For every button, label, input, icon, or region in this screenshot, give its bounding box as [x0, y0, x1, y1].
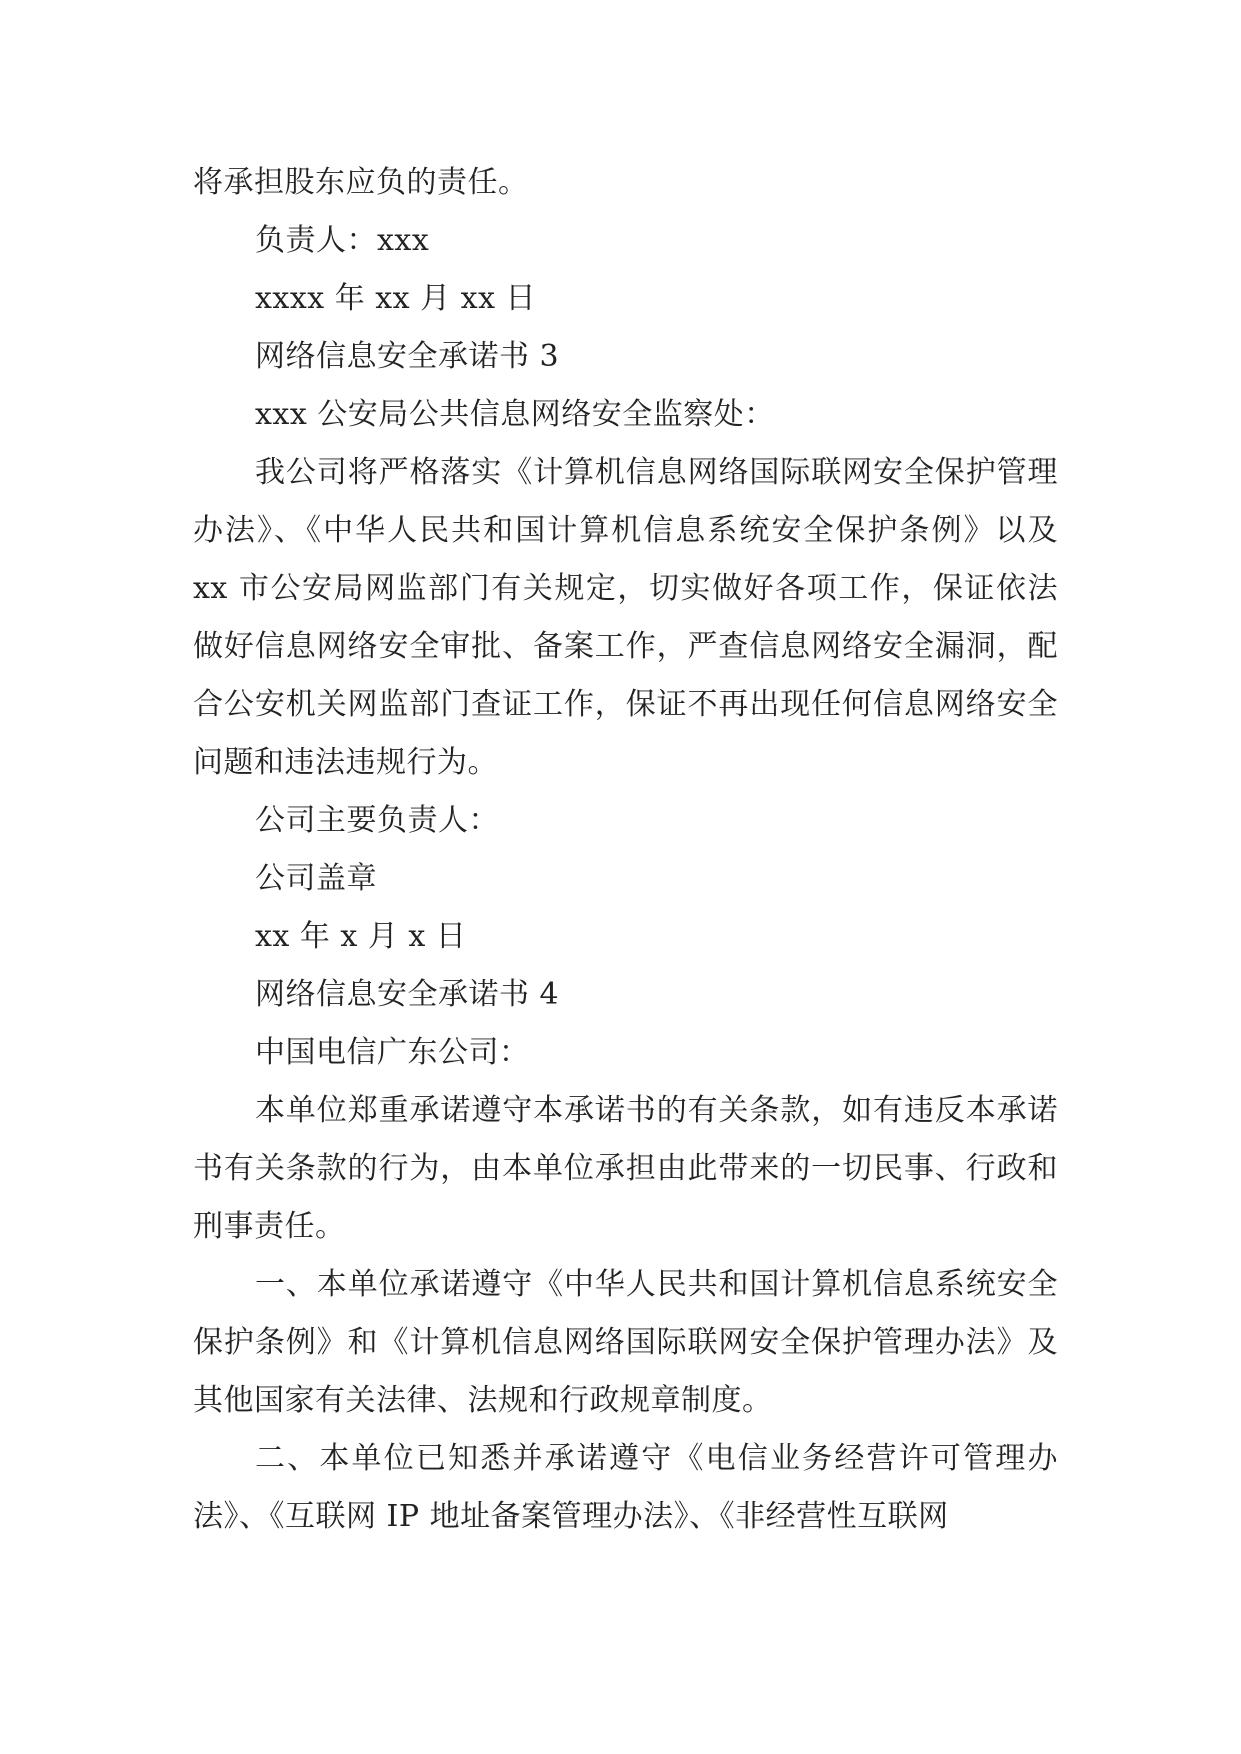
section-title-3: 网络信息安全承诺书 3: [255, 339, 560, 374]
company-seal-line: 公司盖章: [255, 861, 377, 896]
section-title-4: 网络信息安全承诺书 4: [255, 977, 560, 1012]
salutation-police: xxx 公安局公共信息网络安全监察处：: [255, 397, 775, 432]
company-head-line: 公司主要负责人：: [255, 803, 499, 838]
commitment-paragraph: 我公司将严格落实《计算机信息网络国际联网安全保护管理办法》、《中华人民共和国计算机信息系统安全保护条例》以及 xx 市公安局网监部门有关规定，切实做好各项工作，保证依法做好信息网络安全审批、备案工作，严查信息网络安全漏洞，配合公安机关网监部门查证工作，保证不再出现任何信息网络安全问题和违法违规行为。: [193, 455, 1058, 780]
date-line-2: xx 年 x 月 x 日: [255, 919, 467, 954]
date-line: xxxx 年 xx 月 xx 日: [255, 281, 537, 316]
clause-one-paragraph: 一、本单位承诺遵守《中华人民共和国计算机信息系统安全保护条例》和《计算机信息网络国际联网安全保护管理办法》及其他国家有关法律、法规和行政规章制度。: [193, 1267, 1058, 1418]
salutation-telecom: 中国电信广东公司：: [255, 1035, 530, 1070]
document-body: [193, 154, 1058, 1546]
clause-two-paragraph: 二、本单位已知悉并承诺遵守《电信业务经营许可管理办法》、《互联网 IP 地址备案管理办法》、《非经营性互联网: [193, 1441, 1058, 1534]
paragraph-continuation: 将承担股东应负的责任。: [193, 165, 529, 200]
responsible-person-line: 负责人：xxx: [255, 223, 430, 258]
commitment-intro-paragraph: 本单位郑重承诺遵守本承诺书的有关条款，如有违反本承诺书有关条款的行为，由本单位承担由此带来的一切民事、行政和刑事责任。: [193, 1093, 1058, 1244]
